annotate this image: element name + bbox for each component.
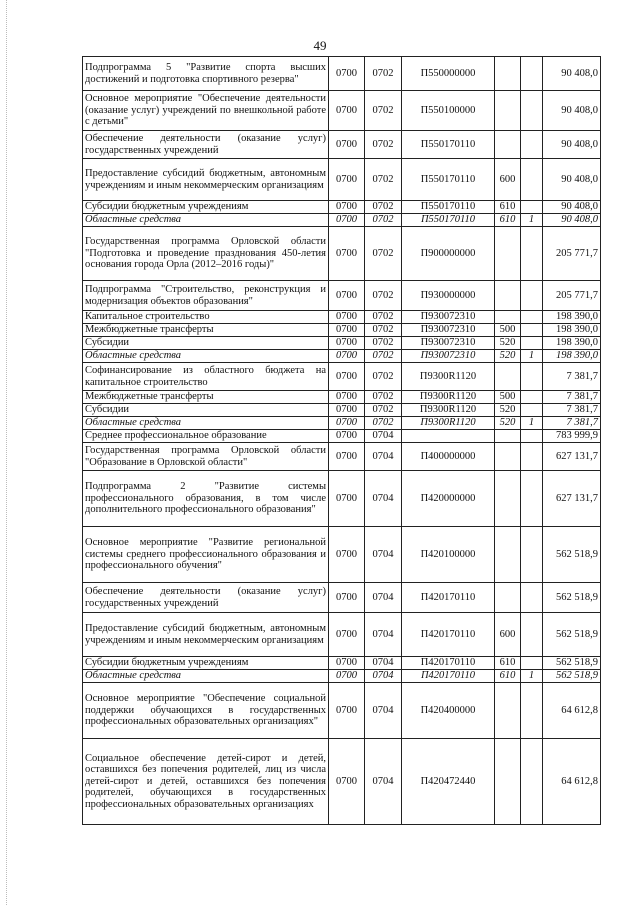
row-section: 0700 — [329, 583, 365, 613]
row-name: Подпрограмма 5 "Развитие спорта высших достижений и подготовка спортивного резерва" — [83, 57, 329, 91]
row-subsection: 0702 — [365, 311, 402, 324]
row-section: 0700 — [329, 404, 365, 417]
row-expense-type: 500 — [495, 324, 521, 337]
row-target-article: П900000000 — [402, 227, 495, 281]
row-name: Субсидии — [83, 404, 329, 417]
row-funding-source — [521, 281, 543, 311]
row-section: 0700 — [329, 311, 365, 324]
table-row — [83, 583, 601, 613]
row-target-article: П420472440 — [402, 739, 495, 825]
row-amount: 627 131,7 — [543, 471, 601, 527]
row-section: 0700 — [329, 391, 365, 404]
row-amount: 90 408,0 — [543, 91, 601, 131]
row-section: 0700 — [329, 363, 365, 391]
row-amount: 90 408,0 — [543, 214, 601, 227]
row-section: 0700 — [329, 527, 365, 583]
row-funding-source — [521, 391, 543, 404]
row-funding-source: 1 — [521, 214, 543, 227]
row-target-article: П930072310 — [402, 337, 495, 350]
row-amount: 562 518,9 — [543, 657, 601, 670]
row-expense-type — [495, 471, 521, 527]
row-funding-source — [521, 311, 543, 324]
row-expense-type — [495, 57, 521, 91]
table-row — [83, 670, 601, 683]
row-amount: 90 408,0 — [543, 159, 601, 201]
row-funding-source — [521, 131, 543, 159]
table-row — [83, 350, 601, 363]
row-subsection: 0702 — [365, 201, 402, 214]
row-name: Основное мероприятие "Обеспечение социальной поддержки обучающихся в государственных профессиональных образовательных организациях" — [83, 683, 329, 739]
row-subsection: 0702 — [365, 417, 402, 430]
table-row — [83, 159, 601, 201]
row-name: Основное мероприятие "Развитие региональной системы среднего профессионального образования и профессионального обучения" — [83, 527, 329, 583]
row-subsection: 0704 — [365, 657, 402, 670]
row-subsection: 0704 — [365, 443, 402, 471]
row-expense-type — [495, 739, 521, 825]
row-funding-source — [521, 527, 543, 583]
row-target-article: П930072310 — [402, 350, 495, 363]
table-row — [83, 281, 601, 311]
row-name: Предоставление субсидий бюджетным, автономным учреждениям и иным некоммерческим организациям — [83, 159, 329, 201]
table-row — [83, 527, 601, 583]
table-row — [83, 311, 601, 324]
row-name: Субсидии бюджетным учреждениям — [83, 657, 329, 670]
row-expense-type — [495, 91, 521, 131]
row-name: Субсидии — [83, 337, 329, 350]
row-amount: 562 518,9 — [543, 527, 601, 583]
row-funding-source — [521, 363, 543, 391]
row-subsection: 0702 — [365, 91, 402, 131]
table-row — [83, 131, 601, 159]
row-funding-source — [521, 404, 543, 417]
row-expense-type: 520 — [495, 337, 521, 350]
row-section: 0700 — [329, 57, 365, 91]
table-row — [83, 324, 601, 337]
row-target-article: П930072310 — [402, 324, 495, 337]
row-subsection: 0702 — [365, 227, 402, 281]
table-row — [83, 57, 601, 91]
row-target-article: П400000000 — [402, 443, 495, 471]
row-section: 0700 — [329, 131, 365, 159]
row-name: Подпрограмма 2 "Развитие системы профессионального образования, в том числе дополнительного профессионального образования" — [83, 471, 329, 527]
table-row — [83, 201, 601, 214]
row-name: Областные средства — [83, 214, 329, 227]
row-subsection: 0702 — [365, 281, 402, 311]
table-row — [83, 214, 601, 227]
row-subsection: 0704 — [365, 583, 402, 613]
row-section: 0700 — [329, 613, 365, 657]
row-section: 0700 — [329, 91, 365, 131]
row-expense-type: 600 — [495, 613, 521, 657]
row-target-article: П420100000 — [402, 527, 495, 583]
row-expense-type — [495, 227, 521, 281]
row-amount: 7 381,7 — [543, 404, 601, 417]
row-funding-source — [521, 683, 543, 739]
row-target-article: П9300R1120 — [402, 404, 495, 417]
row-expense-type — [495, 363, 521, 391]
row-subsection: 0702 — [365, 214, 402, 227]
row-subsection: 0704 — [365, 430, 402, 443]
row-target-article: П420170110 — [402, 670, 495, 683]
row-name: Обеспечение деятельности (оказание услуг) государственных учреждений — [83, 583, 329, 613]
row-name: Областные средства — [83, 670, 329, 683]
table-row — [83, 227, 601, 281]
row-expense-type — [495, 443, 521, 471]
row-amount: 198 390,0 — [543, 324, 601, 337]
row-name: Обеспечение деятельности (оказание услуг) государственных учреждений — [83, 131, 329, 159]
row-expense-type: 610 — [495, 657, 521, 670]
row-funding-source — [521, 583, 543, 613]
row-target-article: П9300R1120 — [402, 391, 495, 404]
row-target-article: П420170110 — [402, 583, 495, 613]
row-target-article: П550100000 — [402, 91, 495, 131]
row-amount: 90 408,0 — [543, 131, 601, 159]
row-section: 0700 — [329, 227, 365, 281]
table-row — [83, 739, 601, 825]
row-amount: 7 381,7 — [543, 391, 601, 404]
row-name: Областные средства — [83, 350, 329, 363]
row-name: Предоставление субсидий бюджетным, автономным учреждениям и иным некоммерческим организациям — [83, 613, 329, 657]
scan-margin-line — [6, 0, 8, 905]
row-target-article: П550170110 — [402, 159, 495, 201]
row-target-article: П420000000 — [402, 471, 495, 527]
row-expense-type — [495, 527, 521, 583]
row-name: Основное мероприятие "Обеспечение деятельности (оказание услуг) учреждений по внешкольной работе с детьми" — [83, 91, 329, 131]
row-expense-type — [495, 281, 521, 311]
row-name: Среднее профессиональное образование — [83, 430, 329, 443]
row-amount: 783 999,9 — [543, 430, 601, 443]
row-amount: 198 390,0 — [543, 350, 601, 363]
row-target-article: П9300R1120 — [402, 417, 495, 430]
row-section: 0700 — [329, 430, 365, 443]
row-name: Государственная программа Орловской области "Подготовка и проведение празднования 450-летия основания города Орла (2012–2016 годы)" — [83, 227, 329, 281]
row-expense-type — [495, 311, 521, 324]
row-expense-type — [495, 683, 521, 739]
row-section: 0700 — [329, 683, 365, 739]
row-target-article: П420400000 — [402, 683, 495, 739]
row-name: Софинансирование из областного бюджета на капитальное строительство — [83, 363, 329, 391]
row-subsection: 0702 — [365, 404, 402, 417]
row-section: 0700 — [329, 337, 365, 350]
row-section: 0700 — [329, 324, 365, 337]
row-amount: 627 131,7 — [543, 443, 601, 471]
row-name: Социальное обеспечение детей-сирот и детей, оставшихся без попечения родителей, лиц из числа детей-сирот и детей, оставшихся без попечения родителей, обучающихся в государственных профессиональных образовательных организациях — [83, 739, 329, 825]
table-row — [83, 391, 601, 404]
row-subsection: 0702 — [365, 324, 402, 337]
row-name: Областные средства — [83, 417, 329, 430]
row-funding-source: 1 — [521, 670, 543, 683]
row-target-article: П420170110 — [402, 657, 495, 670]
row-name: Капитальное строительство — [83, 311, 329, 324]
row-amount: 64 612,8 — [543, 683, 601, 739]
row-subsection: 0702 — [365, 337, 402, 350]
row-funding-source — [521, 337, 543, 350]
row-target-article: П550170110 — [402, 201, 495, 214]
row-expense-type: 610 — [495, 201, 521, 214]
row-expense-type: 520 — [495, 404, 521, 417]
table-row — [83, 337, 601, 350]
row-expense-type: 610 — [495, 214, 521, 227]
table-row — [83, 683, 601, 739]
row-funding-source — [521, 227, 543, 281]
row-amount: 205 771,7 — [543, 227, 601, 281]
row-amount: 205 771,7 — [543, 281, 601, 311]
row-section: 0700 — [329, 739, 365, 825]
row-subsection: 0702 — [365, 391, 402, 404]
table-row — [83, 417, 601, 430]
row-target-article: П550170110 — [402, 131, 495, 159]
row-subsection: 0704 — [365, 683, 402, 739]
row-target-article — [402, 430, 495, 443]
row-expense-type: 500 — [495, 391, 521, 404]
row-funding-source — [521, 443, 543, 471]
table-row — [83, 443, 601, 471]
row-target-article: П930000000 — [402, 281, 495, 311]
row-section: 0700 — [329, 201, 365, 214]
row-section: 0700 — [329, 159, 365, 201]
row-funding-source — [521, 613, 543, 657]
row-funding-source — [521, 471, 543, 527]
row-name: Межбюджетные трансферты — [83, 324, 329, 337]
row-expense-type: 610 — [495, 670, 521, 683]
row-amount: 64 612,8 — [543, 739, 601, 825]
row-amount: 198 390,0 — [543, 337, 601, 350]
row-funding-source — [521, 57, 543, 91]
row-amount: 198 390,0 — [543, 311, 601, 324]
row-amount: 562 518,9 — [543, 583, 601, 613]
row-section: 0700 — [329, 657, 365, 670]
row-subsection: 0704 — [365, 670, 402, 683]
row-amount: 90 408,0 — [543, 201, 601, 214]
row-funding-source — [521, 657, 543, 670]
row-funding-source: 1 — [521, 350, 543, 363]
row-section: 0700 — [329, 417, 365, 430]
row-expense-type: 520 — [495, 350, 521, 363]
row-target-article: П550000000 — [402, 57, 495, 91]
row-section: 0700 — [329, 443, 365, 471]
row-amount: 562 518,9 — [543, 670, 601, 683]
row-subsection: 0704 — [365, 471, 402, 527]
row-section: 0700 — [329, 214, 365, 227]
row-subsection: 0702 — [365, 159, 402, 201]
page-number: 49 — [313, 38, 327, 53]
row-name: Межбюджетные трансферты — [83, 391, 329, 404]
row-target-article: П420170110 — [402, 613, 495, 657]
row-funding-source — [521, 159, 543, 201]
row-funding-source — [521, 324, 543, 337]
table-row — [83, 657, 601, 670]
table-row — [83, 613, 601, 657]
row-subsection: 0702 — [365, 57, 402, 91]
row-subsection: 0702 — [365, 363, 402, 391]
row-section: 0700 — [329, 281, 365, 311]
row-section: 0700 — [329, 350, 365, 363]
row-section: 0700 — [329, 471, 365, 527]
table-row — [83, 471, 601, 527]
row-subsection: 0702 — [365, 350, 402, 363]
row-name: Подпрограмма "Строительство, реконструкция и модернизация объектов образования" — [83, 281, 329, 311]
row-expense-type: 600 — [495, 159, 521, 201]
row-expense-type — [495, 583, 521, 613]
row-funding-source — [521, 739, 543, 825]
row-subsection: 0704 — [365, 739, 402, 825]
row-target-article: П550170110 — [402, 214, 495, 227]
row-expense-type — [495, 131, 521, 159]
row-amount: 7 381,7 — [543, 363, 601, 391]
row-target-article: П9300R1120 — [402, 363, 495, 391]
budget-table — [82, 56, 601, 825]
row-expense-type — [495, 430, 521, 443]
row-funding-source — [521, 91, 543, 131]
row-amount: 7 381,7 — [543, 417, 601, 430]
budget-table-body — [83, 57, 601, 825]
row-target-article: П930072310 — [402, 311, 495, 324]
table-row — [83, 363, 601, 391]
row-funding-source — [521, 430, 543, 443]
row-name: Государственная программа Орловской области "Образование в Орловской области" — [83, 443, 329, 471]
table-row — [83, 91, 601, 131]
row-amount: 562 518,9 — [543, 613, 601, 657]
table-row — [83, 404, 601, 417]
row-subsection: 0704 — [365, 613, 402, 657]
row-amount: 90 408,0 — [543, 57, 601, 91]
row-subsection: 0704 — [365, 527, 402, 583]
row-subsection: 0702 — [365, 131, 402, 159]
row-expense-type: 520 — [495, 417, 521, 430]
table-row — [83, 430, 601, 443]
row-name: Субсидии бюджетным учреждениям — [83, 201, 329, 214]
row-funding-source — [521, 201, 543, 214]
row-section: 0700 — [329, 670, 365, 683]
row-funding-source: 1 — [521, 417, 543, 430]
